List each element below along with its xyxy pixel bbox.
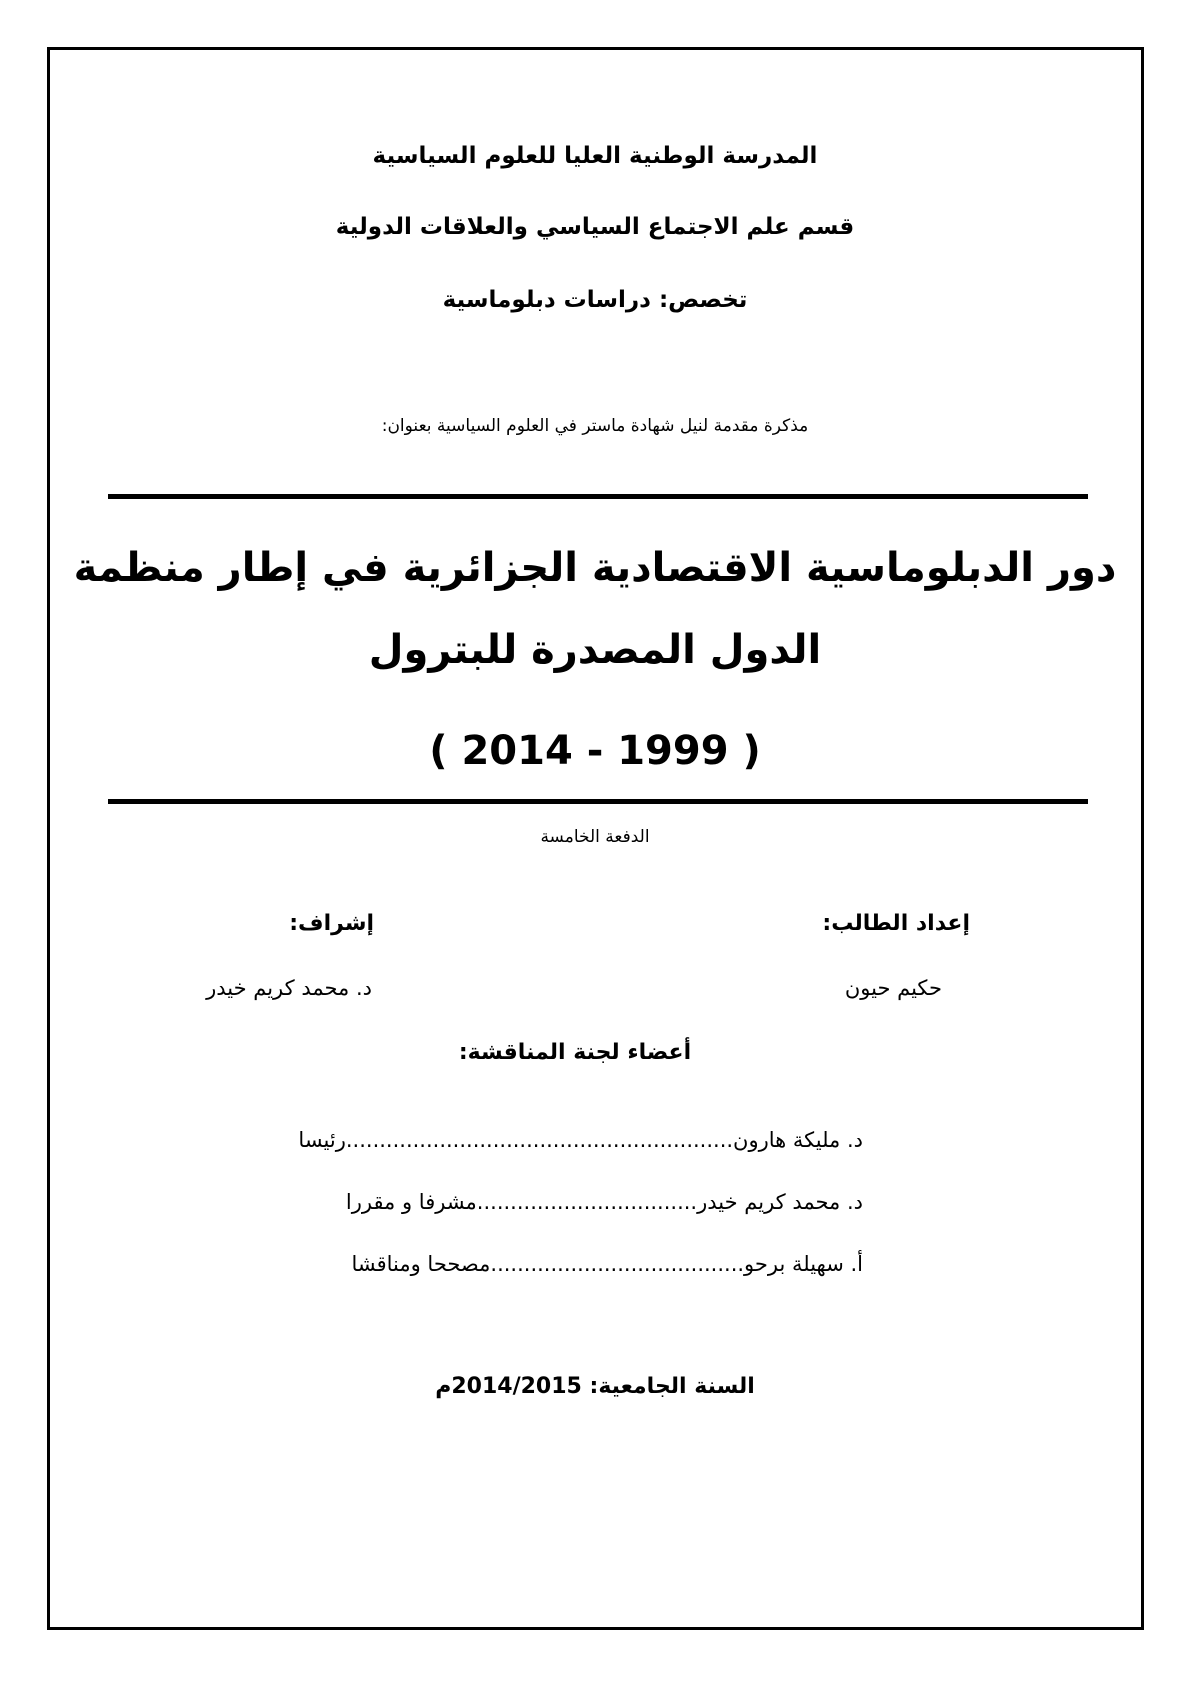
committee-member: أ. سهيلة برحو......................................مصححا ومناقشا	[351, 1252, 863, 1276]
committee-member: د. مليكة هارون..........................................................رئيسا	[298, 1128, 863, 1152]
cohort: الدفعة الخامسة	[540, 827, 650, 847]
department-name: قسم علم الاجتماع السياسي والعلاقات الدولية	[335, 214, 855, 240]
academic-year: السنة الجامعية: 2014/2015م	[435, 1374, 755, 1399]
student-name: حكيم حيون	[844, 976, 942, 1000]
committee-heading: أعضاء لجنة المناقشة:	[458, 1040, 692, 1065]
school-name: المدرسة الوطنية العليا للعلوم السياسية	[372, 143, 818, 169]
thesis-title-line-2: الدول المصدرة للبترول	[368, 627, 822, 673]
top-divider	[108, 494, 1088, 499]
bottom-divider	[108, 799, 1088, 804]
thesis-title-line-1: دور الدبلوماسية الاقتصادية الجزائرية في إطار منظمة	[73, 545, 1117, 591]
thesis-intro: مذكرة مقدمة لنيل شهادة ماستر في العلوم السياسية بعنوان:	[381, 416, 809, 436]
student-label: إعداد الطالب:	[822, 911, 970, 936]
supervisor-name: د. محمد كريم خيدر	[206, 976, 372, 1000]
committee-member: د. محمد كريم خيدر.................................مشرفا و مقررا	[345, 1190, 863, 1214]
thesis-period: ( 2014 - 1999 )	[429, 728, 761, 774]
supervisor-label: إشراف:	[289, 911, 374, 936]
specialty: تخصص: دراسات دبلوماسية	[442, 287, 748, 313]
